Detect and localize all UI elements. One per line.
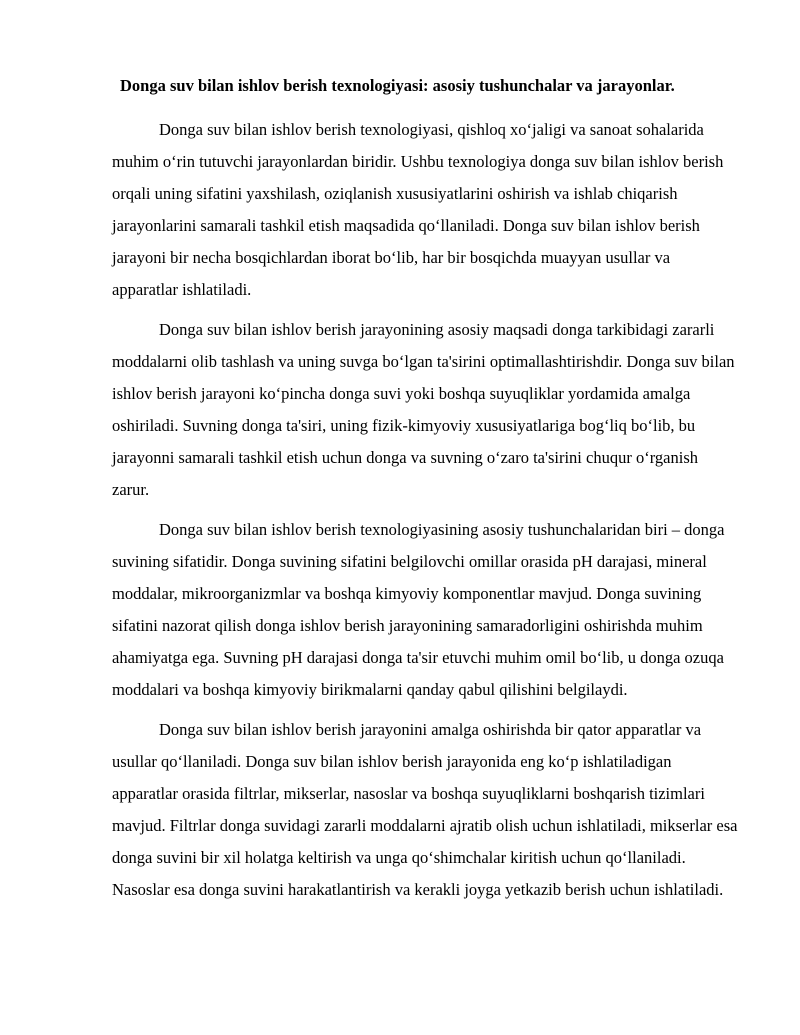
- paragraph-4: Donga suv bilan ishlov berish jarayonini amalga oshirishda bir qator apparatlar va usullar qo‘llaniladi. Donga suv bilan ishlov berish jarayonida eng ko‘p ishlatiladigan apparatlar orasida filtrlar, mikserlar, nasoslar va boshqa suyuqliklarni boshqarish tizimlari mavjud. Filtrlar donga suvidagi zararli moddalarni ajratib olish uchun ishlatiladi, mikserlar esa donga suvini bir xil holatga keltirish va unga qo‘shimchalar kiritish uchun qo‘llaniladi. Nasoslar esa donga suvini harakatlantirish va kerakli joyga yetkazib berish uchun ishlatiladi.: [112, 720, 738, 899]
- paragraph-1: Donga suv bilan ishlov berish texnologiyasi, qishloq xo‘jaligi va sanoat sohalarida muhim o‘rin tutuvchi jarayonlardan biridir. Ushbu texnologiya donga suv bilan ishlov berish orqali uning sifatini yaxshilash, oziqlanish xususiyatlarini oshirish va ishlab chiqarish jarayonlarini samarali tashkil etish maqsadida qo‘llaniladi. Donga suv bilan ishlov berish jarayoni bir necha bosqichlardan iborat bo‘lib, har bir bosqichda muayyan usullar va apparatlar ishlatiladi.: [112, 120, 724, 299]
- paragraph-3: Donga suv bilan ishlov berish texnologiyasining asosiy tushunchalaridan biri – donga suvining sifatidir. Donga suvining sifatini belgilovchi omillar orasida pH darajasi, mineral moddalar, mikroorganizmlar va boshqa kimyoviy komponentlar mavjud. Donga suvining sifatini nazorat qilish donga ishlov berish jarayonining samaradorligini oshirishda muhim ahamiyatga ega. Suvning pH darajasi donga ta'sir etuvchi muhim omil bo‘lib, u donga ozuqa moddalari va boshqa kimyoviy birikmalarni qanday qabul qilishini belgilaydi.: [112, 520, 725, 699]
- document-title: Donga suv bilan ishlov berish texnologiyasi: asosiy tushunchalar va jarayonlar.: [120, 76, 675, 95]
- paragraph-2: Donga suv bilan ishlov berish jarayonining asosiy maqsadi donga tarkibidagi zararli moddalarni olib tashlash va uning suvga bo‘lgan ta'sirini optimallashtirishdir. Donga suv bilan ishlov berish jarayoni ko‘pincha donga suvi yoki boshqa suyuqliklar yordamida amalga oshiriladi. Suvning donga ta'siri, uning fizik-kimyoviy xususiyatlariga bog‘liq bo‘lib, bu jarayonni samarali tashkil etish uchun donga va suvning o‘zaro ta'sirini chuqur o‘rganish zarur.: [112, 320, 735, 499]
